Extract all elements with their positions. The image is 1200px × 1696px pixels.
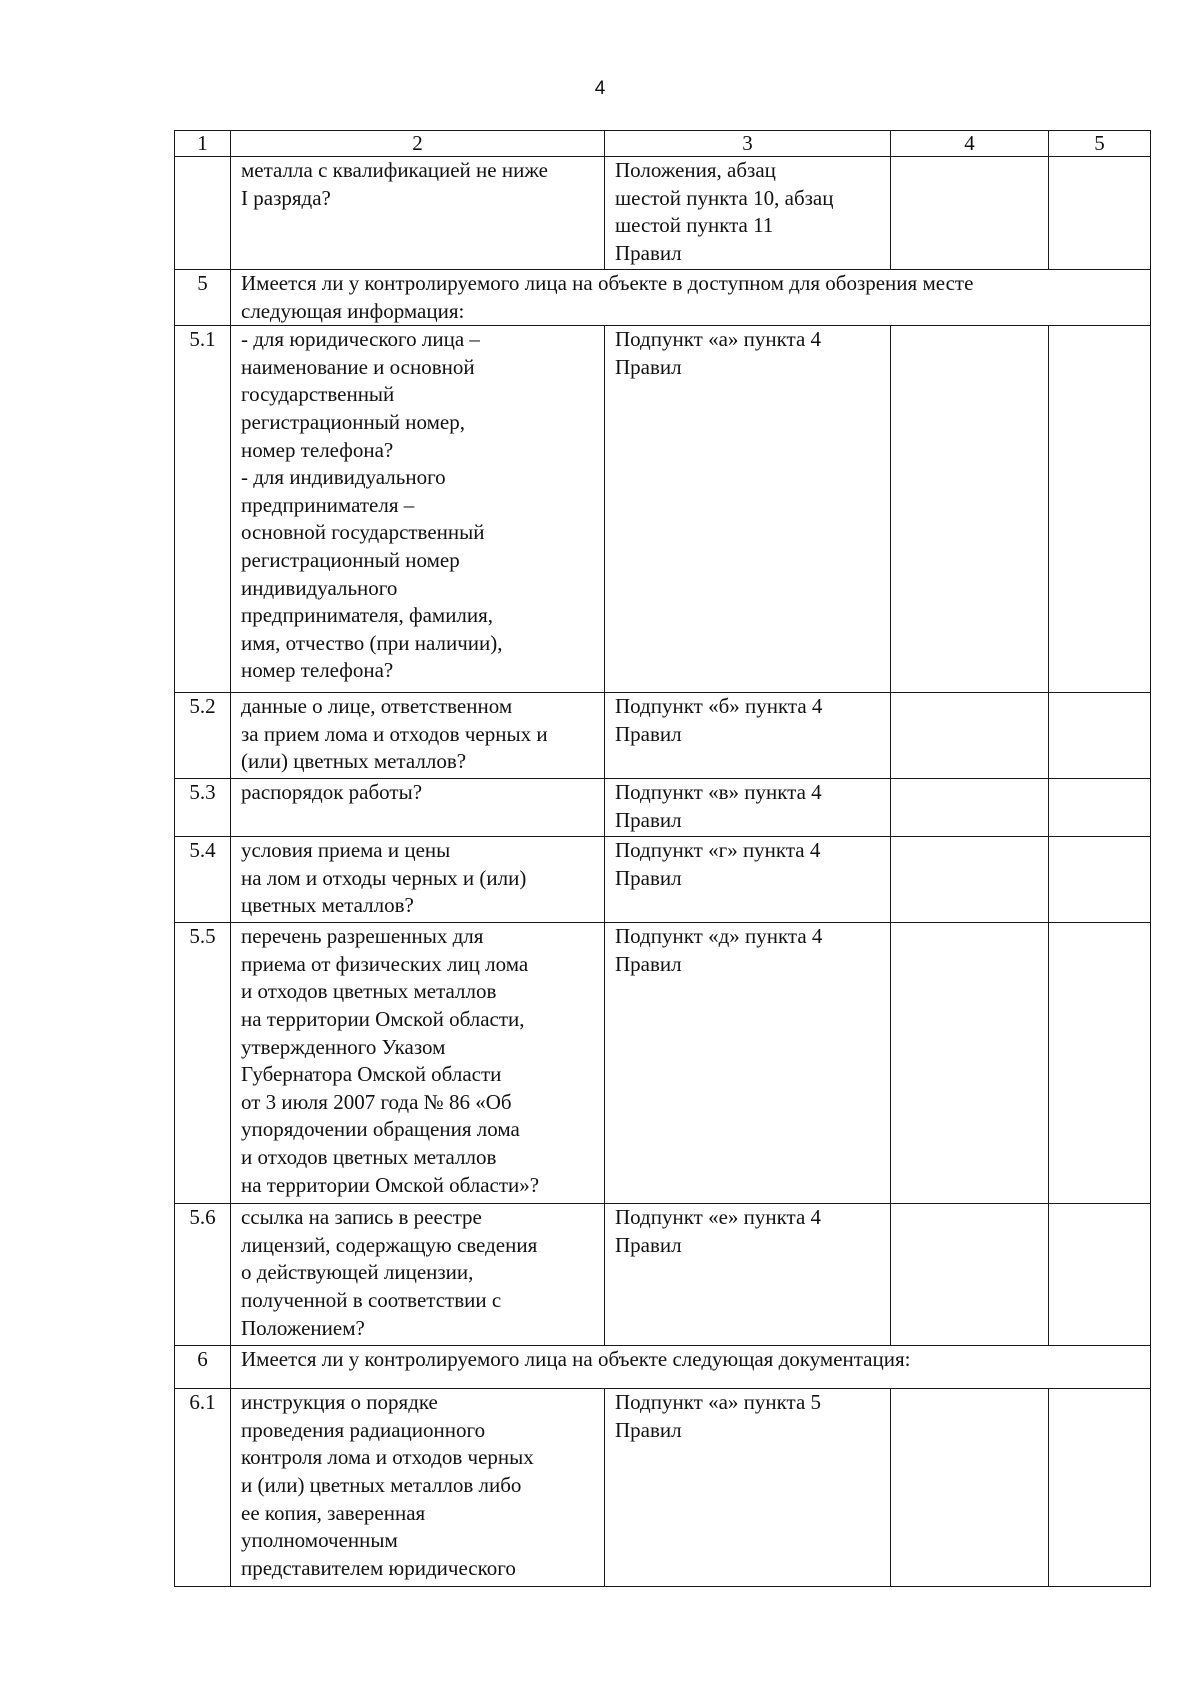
column-header: 3 <box>605 131 891 157</box>
question-line: регистрационный номер, <box>241 409 465 434</box>
question-line: - для индивидуального <box>241 465 446 490</box>
reference-line: Правил <box>615 1417 682 1442</box>
answer-cell <box>891 693 1049 779</box>
requirement-question <box>231 923 605 1204</box>
question-line: и (или) цветных металлов либо <box>241 1472 522 1497</box>
legal-reference <box>605 923 891 1204</box>
question-line: - для юридического лица – <box>241 327 480 352</box>
checklist-table <box>174 130 1151 1587</box>
column-header: 1 <box>175 131 231 157</box>
table-body <box>175 131 1151 1587</box>
legal-reference <box>605 1204 891 1346</box>
reference-line: Правил <box>615 951 682 976</box>
requirement-question <box>231 1204 605 1346</box>
note-cell <box>1049 1204 1151 1346</box>
item-number: 5.3 <box>175 779 231 837</box>
requirement-question <box>231 779 605 837</box>
question-line: государственный <box>241 382 395 407</box>
reference-line: Правил <box>615 1232 682 1257</box>
section-row <box>175 1346 1151 1389</box>
question-line: утвержденного Указом <box>241 1034 446 1059</box>
page-number: 4 <box>594 78 606 99</box>
question-line: наименование и основной <box>241 354 475 379</box>
question-line: на территории Омской области, <box>241 1006 525 1031</box>
table-row <box>175 837 1151 923</box>
answer-cell <box>891 1389 1049 1587</box>
question-line: индивидуального <box>241 575 398 600</box>
question-line: распорядок работы? <box>241 780 423 805</box>
reference-line: Подпункт «а» пункта 4 <box>615 327 822 352</box>
column-header: 2 <box>231 131 605 157</box>
legal-reference <box>605 1389 891 1587</box>
question-line: данные о лице, ответственном <box>241 694 513 719</box>
question-line: регистрационный номер <box>241 547 460 572</box>
item-number: 5.1 <box>175 326 231 693</box>
reference-line: Подпункт «е» пункта 4 <box>615 1205 822 1230</box>
question-line: I разряда? <box>241 185 331 210</box>
question-line: от 3 июля 2007 года № 86 «Об <box>241 1089 512 1114</box>
item-number: 5.4 <box>175 837 231 923</box>
reference-line: Правил <box>615 240 682 265</box>
reference-line: Правил <box>615 865 682 890</box>
note-cell <box>1049 693 1151 779</box>
requirement-question <box>231 157 605 270</box>
question-line: за прием лома и отходов черных и <box>241 721 548 746</box>
reference-line: Подпункт «б» пункта 4 <box>615 694 823 719</box>
reference-line: Правил <box>615 721 682 746</box>
column-header: 5 <box>1049 131 1151 157</box>
legal-reference <box>605 693 891 779</box>
section-title-line: следующая информация: <box>241 298 465 323</box>
question-line: предпринимателя, фамилия, <box>241 603 494 628</box>
question-line: условия приема и цены <box>241 838 451 863</box>
answer-cell <box>891 326 1049 693</box>
reference-line: шестой пункта 10, абзац <box>615 185 834 210</box>
question-line: номер телефона? <box>241 658 394 683</box>
reference-line: Правил <box>615 807 682 832</box>
reference-line: Подпункт «в» пункта 4 <box>615 780 822 805</box>
question-line: цветных металлов? <box>241 893 414 918</box>
note-cell <box>1049 923 1151 1204</box>
question-line: проведения радиационного <box>241 1417 486 1442</box>
column-header: 4 <box>891 131 1049 157</box>
item-number: 5.2 <box>175 693 231 779</box>
question-line: основной государственный <box>241 520 485 545</box>
question-line: и отходов цветных металлов <box>241 979 497 1004</box>
question-line: номер телефона? <box>241 437 394 462</box>
section-number: 6 <box>175 1346 231 1389</box>
answer-cell <box>891 1204 1049 1346</box>
legal-reference <box>605 837 891 923</box>
requirement-question <box>231 1389 605 1587</box>
table-row <box>175 1204 1151 1346</box>
item-number: 6.1 <box>175 1389 231 1587</box>
table-row <box>175 1389 1151 1587</box>
section-title <box>231 270 1151 326</box>
question-line: инструкция о порядке <box>241 1390 438 1415</box>
question-line: на территории Омской области»? <box>241 1172 540 1197</box>
question-line: упорядочении обращения лома <box>241 1117 520 1142</box>
section-title-line: Имеется ли у контролируемого лица на объекте в доступном для обозрения месте <box>241 271 974 295</box>
question-line: контроля лома и отходов черных <box>241 1445 534 1470</box>
question-line: ее копия, заверенная <box>241 1500 426 1525</box>
question-line: металла с квалификацией не ниже <box>241 158 548 182</box>
reference-line: Подпункт «а» пункта 5 <box>615 1390 822 1415</box>
table-row <box>175 326 1151 693</box>
answer-cell <box>891 157 1049 270</box>
answer-cell <box>891 837 1049 923</box>
item-number: 5.6 <box>175 1204 231 1346</box>
legal-reference <box>605 326 891 693</box>
question-line: Положением? <box>241 1315 365 1340</box>
item-number: 5.5 <box>175 923 231 1204</box>
legal-reference <box>605 157 891 270</box>
header-row <box>175 131 1151 157</box>
requirement-question <box>231 326 605 693</box>
section-title <box>231 1346 1151 1389</box>
question-line: представителем юридического <box>241 1555 516 1580</box>
question-line: перечень разрешенных для <box>241 924 484 949</box>
section-title-line: Имеется ли у контролируемого лица на объекте следующая документация: <box>241 1347 911 1372</box>
question-line: Губернатора Омской области <box>241 1062 502 1087</box>
question-line: предпринимателя – <box>241 492 415 517</box>
requirement-question <box>231 693 605 779</box>
table-row <box>175 923 1151 1204</box>
question-line: и отходов цветных металлов <box>241 1144 497 1169</box>
question-line: имя, отчество (при наличии), <box>241 630 503 655</box>
question-line: лицензий, содержащую сведения <box>241 1232 538 1257</box>
note-cell <box>1049 779 1151 837</box>
answer-cell <box>891 923 1049 1204</box>
question-line: (или) цветных металлов? <box>241 749 467 774</box>
legal-reference <box>605 779 891 837</box>
table-row <box>175 157 1151 270</box>
note-cell <box>1049 837 1151 923</box>
requirement-question <box>231 837 605 923</box>
reference-line: Положения, абзац <box>615 158 776 182</box>
question-line: полученной в соответствии с <box>241 1287 502 1312</box>
section-number: 5 <box>175 270 231 326</box>
reference-line: Подпункт «д» пункта 4 <box>615 924 823 949</box>
question-line: приема от физических лиц лома <box>241 951 529 976</box>
item-number <box>175 157 231 270</box>
note-cell <box>1049 326 1151 693</box>
reference-line: Правил <box>615 354 682 379</box>
note-cell <box>1049 1389 1151 1587</box>
reference-line: Подпункт «г» пункта 4 <box>615 838 821 863</box>
question-line: ссылка на запись в реестре <box>241 1205 482 1230</box>
table-row <box>175 779 1151 837</box>
reference-line: шестой пункта 11 <box>615 213 774 238</box>
answer-cell <box>891 779 1049 837</box>
section-row <box>175 270 1151 326</box>
question-line: о действующей лицензии, <box>241 1260 474 1285</box>
table-row <box>175 693 1151 779</box>
note-cell <box>1049 157 1151 270</box>
question-line: уполномоченным <box>241 1528 398 1553</box>
question-line: на лом и отходы черных и (или) <box>241 865 527 890</box>
